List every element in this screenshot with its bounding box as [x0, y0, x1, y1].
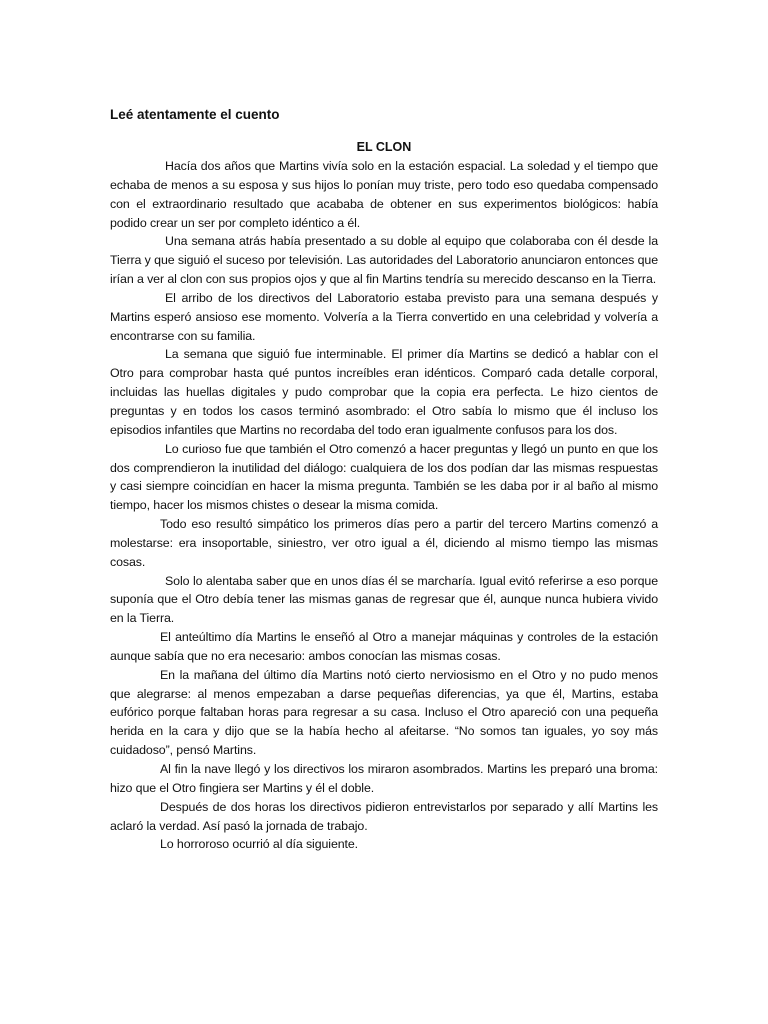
story-title: EL CLON: [356, 140, 412, 154]
paragraph: Todo eso resultó simpático los primeros días pero a partir del tercero Martins comenzó a molestarse: era insoportable, siniestro, ver otro igual a él, diciendo al mismo tiempo las mismas cosas.: [110, 517, 658, 569]
paragraph: Lo curioso fue que también el Otro comenzó a hacer preguntas y llegó un punto en que los dos comprendieron la inutilidad del diálogo: cualquiera de los dos podían dar las mismas respuestas y casi siempre coincidían en hacer la misma pregunta. También se les daba por ir al baño al mismo tiempo, hacer los mismos chistes o desear la misma comida.: [110, 441, 658, 513]
paragraph: Solo lo alentaba saber que en unos días él se marcharía. Igual evitó referirse a eso porque suponía que el Otro debía tener las mismas ganas de regresar que él, aunque nunca hubiera vivido en la Tierra.: [110, 573, 658, 626]
document-page: [110, 106, 658, 854]
paragraph: Lo horroroso ocurrió al día siguiente.: [160, 837, 359, 852]
paragraph: Después de dos horas los directivos pidieron entrevistarlos por separado y allí Martins les aclaró la verdad. Así pasó la jornada de trabajo.: [110, 799, 658, 833]
paragraph: Hacía dos años que Martins vivía solo en la estación espacial. La soledad y el tiempo que echaba de menos a su esposa y sus hijos lo ponían muy triste, pero todo eso quedaba compensado con el extraordinario resultado que acababa de obtener en sus experimentos biológicos: había podido crear un ser por completo idéntico a él.: [110, 159, 658, 230]
paragraph: El arribo de los directivos del Laboratorio estaba previsto para una semana después y Martins esperó ansioso ese momento. Volvería a la Tierra convertido en una celebridad y volvería a encontrarse con su familia.: [110, 290, 658, 343]
instruction-heading: Leé atentamente el cuento: [110, 107, 280, 122]
paragraph: En la mañana del último día Martins notó cierto nerviosismo en el Otro y no pudo menos que alegrarse: al menos empezaban a darse pequeñas diferencias, ya que él, Martins, estaba eufórico porque faltaban horas para regresar a su casa. Incluso el Otro apareció con una pequeña herida en la cara y dijo que se la había hecho al afeitarse. “No somos tan iguales, yo soy más cuidadoso”, pensó Martins.: [110, 667, 658, 758]
paragraph: El anteúltimo día Martins le enseñó al Otro a manejar máquinas y controles de la estación aunque sabía que no era necesario: ambos conocían las mismas cosas.: [110, 630, 658, 663]
paragraph: La semana que siguió fue interminable. El primer día Martins se dedicó a hablar con el Otro para comprobar hasta qué puntos increíbles eran idénticos. Comparó cada detalle corporal, incluidas las huellas digitales y pudo comprobar que la copia era perfecta. Le hizo cientos de preguntas y en todos los casos terminó asombrado: el Otro sabía lo mismo que él incluso los episodios infantiles que Martins no recordaba del todo eran igualmente confusos para los dos.: [110, 347, 658, 437]
paragraph: Una semana atrás había presentado a su doble al equipo que colaboraba con él desde la Tierra y que siguió el suceso por televisión. Las autoridades del Laboratorio anunciaron entonces que irían a ver al clon con sus propios ojos y que al fin Martins tendría su merecido descanso en la Tierra.: [110, 234, 658, 287]
paragraph: Al fin la nave llegó y los directivos los miraron asombrados. Martins les preparó una broma: hizo que el Otro fingiera ser Martins y él el doble.: [110, 762, 658, 795]
